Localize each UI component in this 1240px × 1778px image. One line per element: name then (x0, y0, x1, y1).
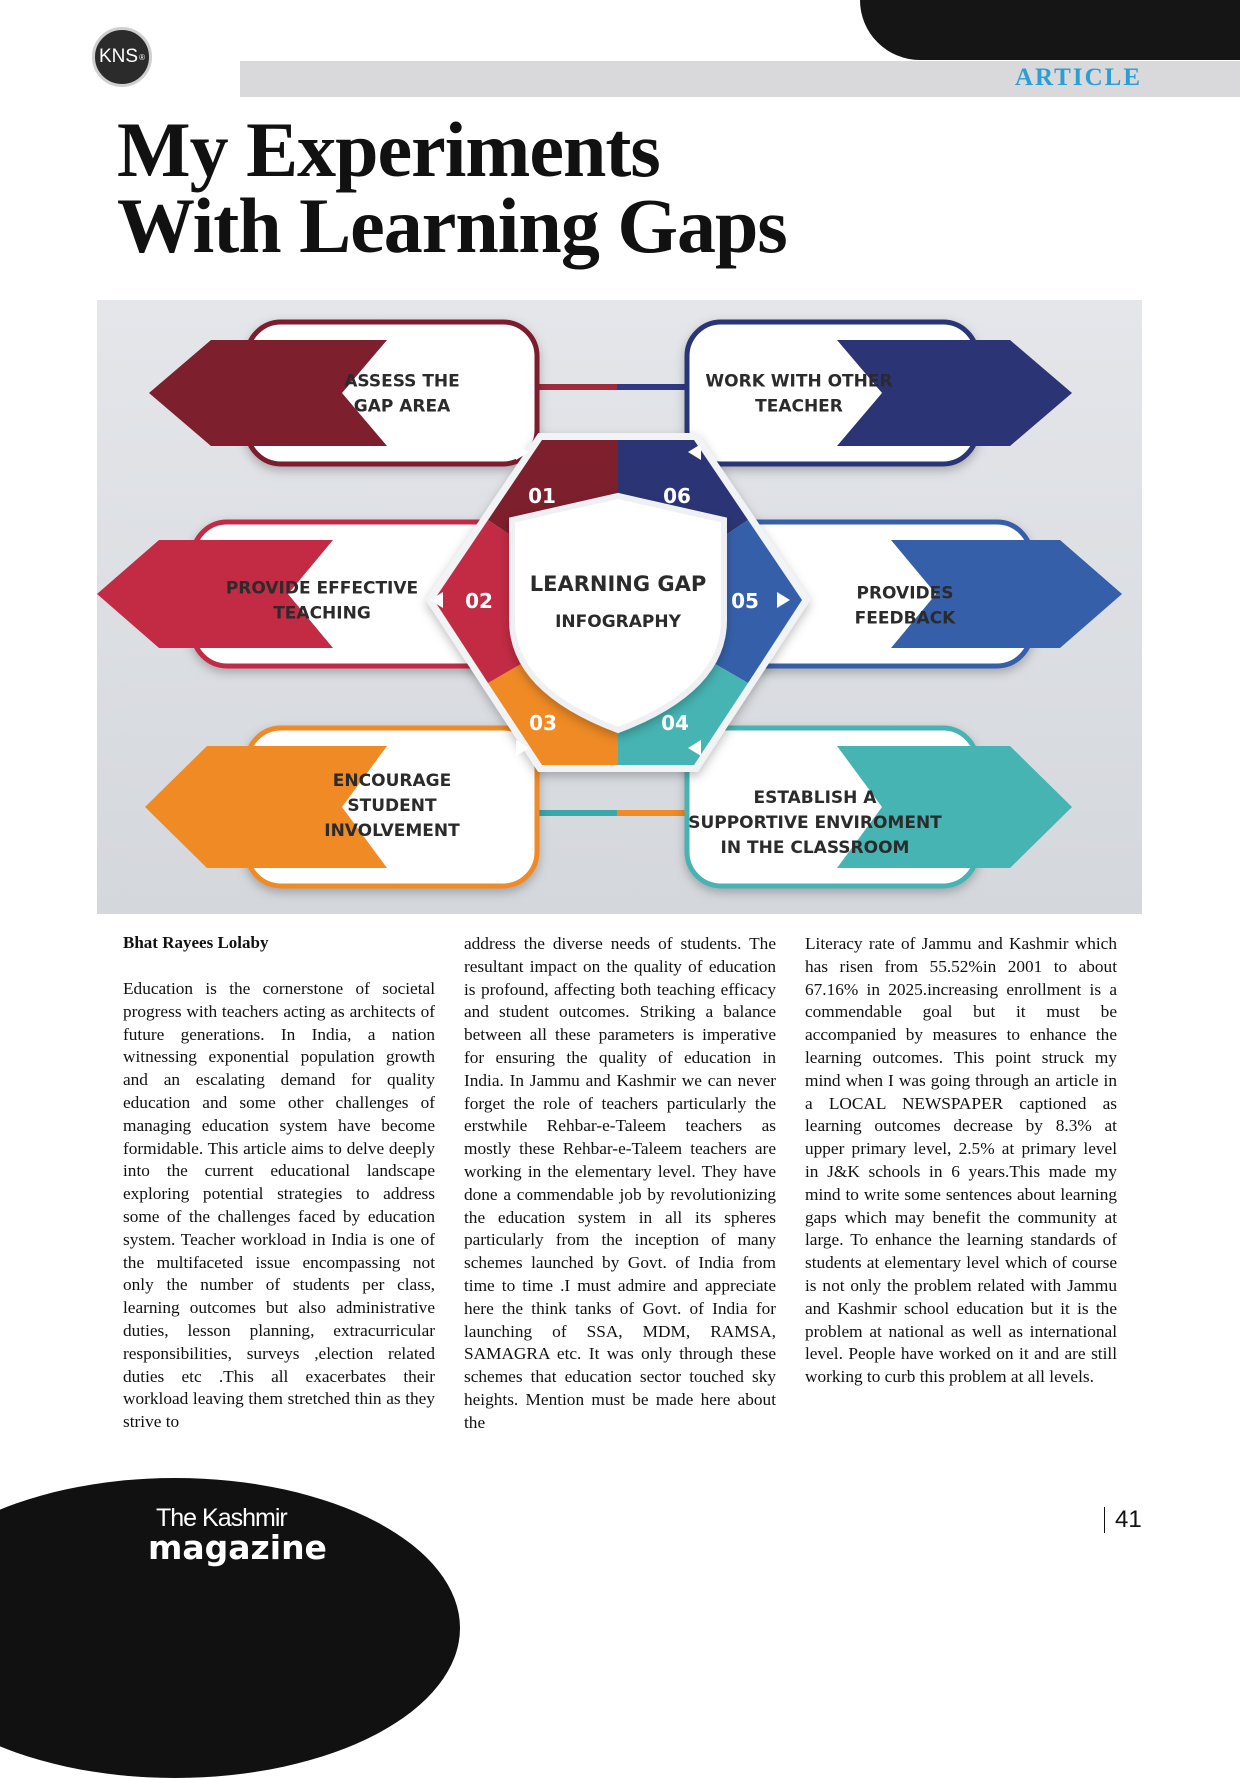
segment-number-03: 03 (529, 711, 557, 735)
article-column-2: address the diverse needs of students. The resultant impact on the quality of education is profound, affecting both teaching efficacy and student outcomes. Striking a balance between all these parameters is imperative for ensuring the quality of education in India. In Jammu and Kashmir we can never forget the role of teachers particularly the erstwhile Rehbar-e-Taleem teachers as mostly these Rehbar-e-Taleem teachers are working in the elementary level. They have done a commendable job by revolutionizing the education system in all its spheres particularly from the inception of many schemes launched by Govt. of India from time to time .I must admire and appreciate here the think tanks of Govt. of India for launching of SSA, MDM, RAMSA, SAMAGRA etc. It was only through these schemes that education sector touched sky heights. Mention must be made here about the (464, 934, 776, 1432)
article-column-3: Literacy rate of Jammu and Kashmir which has risen from 55.52%in 2001 to about 67.16% in 2025.increasing enrollment is a commendable goal but it must be accompanied by measures to enhance the learning outcomes. This point struck my mind when I was going through an article in a LOCAL NEWSPAPER captioned as learning outcomes decrease by 8.3% at upper primary level, 2.5% at primary level in J&K schools in 6 years.This made my mind to write some sentences about learning gaps which may benefit the community at large. To enhance the learning standards of students at elementary level which of course is not only the problem related with Jammu and Kashmir school education but it is the problem at national as well as international level. People have worked on it and are still working to curb this problem at all levels. (805, 934, 1117, 1387)
step-card-03 (145, 728, 537, 886)
kns-logo: KNS ® (92, 27, 152, 87)
segment-number-04: 04 (661, 711, 689, 735)
step-label-01-line-2: GAP AREA (353, 396, 451, 417)
step-label-04-line-3: IN THE CLASSROOM (720, 838, 910, 858)
magazine-logo-bottom: magazine (148, 1528, 327, 1567)
step-label-01-line-1: ASSESS THE (344, 371, 460, 392)
step-label-03-line-1: ENCOURAGE (332, 771, 452, 791)
step-card-01 (149, 322, 537, 464)
center-title: LEARNING GAP (529, 572, 707, 596)
magazine-logo (148, 1505, 327, 1565)
section-label: ARTICLE (1014, 64, 1142, 91)
step-label-03-line-2: STUDENT (347, 796, 437, 816)
title-line-1: My Experiments (117, 106, 660, 193)
step-label-04-line-1: ESTABLISH A (753, 788, 877, 808)
step-label-05-line-1: PROVIDES (856, 583, 954, 604)
kns-logo-text: KNS (99, 46, 139, 67)
title-line-2: With Learning Gaps (117, 182, 787, 269)
step-label-06-line-1: WORK WITH OTHER (705, 371, 893, 392)
segment-number-02: 02 (465, 589, 493, 613)
step-label-05-line-2: FEEDBACK (854, 608, 956, 629)
article-column-1: Education is the cornerstone of societal progress with teachers acting as architects of future generations. In India, a nation witnessing exponential population growth and an escalating demand for quality education and some other challenges of managing education system have become formidable. This article aims to delve deeply into the current educational landscape exploring potential strategies to address some of the challenges faced by education system. Teacher workload in India is one of the multifaceted issue encompassing not only the number of students per class, learning outcomes but also administrative duties, lesson planning, extracurricular responsibilities, surveys ,election related duties etc .This all exacerbates their workload leaving them stretched thin as they strive to (123, 979, 435, 1432)
step-card-04 (687, 728, 1072, 886)
center-subtitle: INFOGRAPHY (555, 612, 681, 632)
page-number: 41 (1104, 1507, 1142, 1533)
step-label-03-line-3: INVOLVEMENT (324, 821, 460, 841)
step-label-02-line-1: PROVIDE EFFECTIVE (225, 578, 419, 599)
magazine-logo-top: The Kashmir (156, 1504, 287, 1532)
step-label-02-line-2: TEACHING (273, 603, 371, 624)
step-label-06-line-2: TEACHER (755, 396, 843, 417)
step-label-04-line-2: SUPPORTIVE ENVIROMENT (688, 813, 942, 833)
article-title (117, 106, 787, 269)
segment-number-06: 06 (663, 484, 691, 508)
author-name: Bhat Rayees Lolaby (123, 933, 269, 952)
learning-gap-infographic (97, 300, 1142, 914)
header-black-corner (860, 0, 1240, 60)
segment-number-05: 05 (731, 589, 759, 613)
segment-number-01: 01 (528, 484, 556, 508)
